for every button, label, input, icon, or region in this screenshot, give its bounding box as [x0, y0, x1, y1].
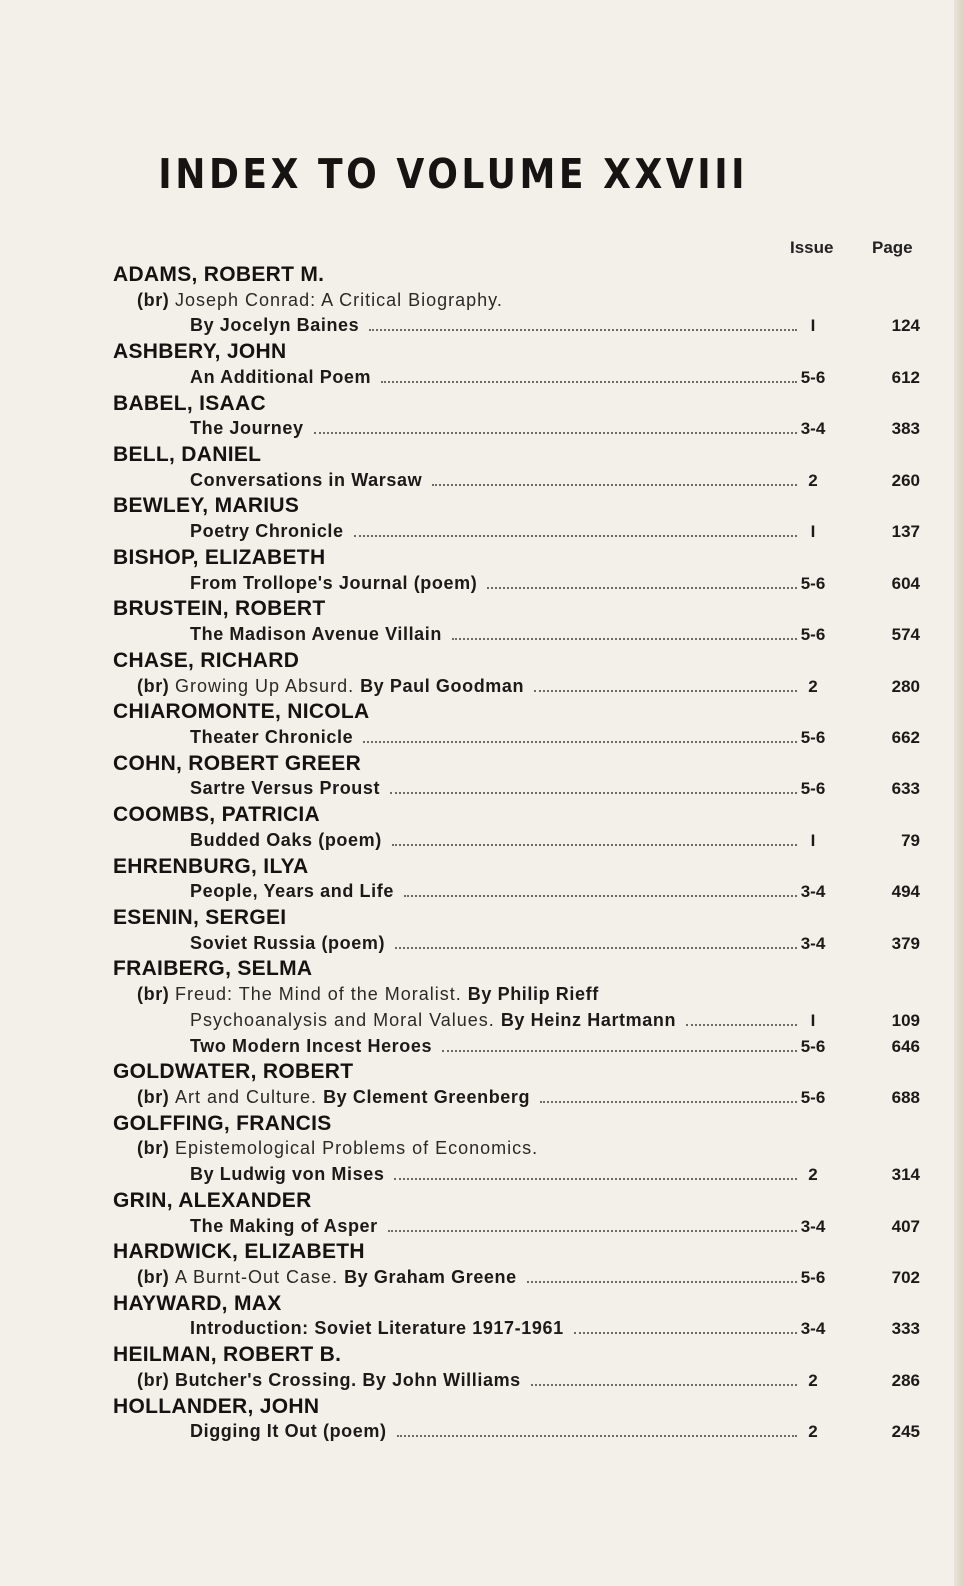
index-author-line [0, 648, 964, 674]
issue-number: I [810, 316, 816, 336]
index-entries [0, 262, 964, 1445]
issue-number: 5-6 [800, 625, 826, 645]
author-name: EHRENBURG, ILYA [113, 854, 309, 878]
index-work-line [0, 982, 964, 1008]
page-number: 646 [891, 1036, 920, 1056]
work-text: Budded Oaks (poem) [190, 829, 382, 850]
dot-leader [531, 1384, 797, 1386]
book-review-marker: (br) [137, 1369, 175, 1390]
work-text: By Clement Greenberg [323, 1087, 531, 1107]
work-text: Theater Chronicle [190, 726, 354, 747]
work-title [190, 468, 422, 494]
issue-number: 2 [808, 470, 818, 490]
work-text: The Journey [190, 418, 304, 439]
author-name: BISHOP, ELIZABETH [113, 545, 326, 569]
page-number: 286 [891, 1370, 920, 1390]
work-title [190, 1034, 432, 1060]
issue-number: 2 [808, 676, 818, 696]
book-review-marker: (br) [137, 289, 175, 310]
book-review-marker: (br) [137, 1138, 175, 1159]
work-title [137, 982, 599, 1008]
work-title [190, 931, 385, 957]
work-title [137, 1368, 521, 1394]
author-name: CHIAROMONTE, NICOLA [113, 700, 370, 724]
work-title [137, 288, 503, 314]
index-work-line [0, 571, 964, 597]
index-work-line [0, 776, 964, 802]
work-text: By Heinz Hartmann [500, 1009, 677, 1030]
index-author-line [0, 854, 964, 880]
issue-number: 5-6 [800, 573, 826, 593]
index-work-line [0, 288, 964, 314]
work-title [190, 622, 442, 648]
dot-leader [432, 484, 797, 486]
work-title [190, 1419, 387, 1445]
work-text: Joseph Conrad: A Critical Biography. [175, 289, 503, 310]
author-name: BABEL, ISAAC [113, 391, 266, 415]
index-author-line [0, 442, 964, 468]
issue-column-header: Issue [790, 238, 834, 257]
page-number: 688 [891, 1088, 920, 1107]
work-text: By Graham Greene [344, 1267, 517, 1288]
page-number: 407 [891, 1216, 920, 1236]
work-title [190, 828, 382, 854]
index-author-line [0, 802, 964, 828]
issue-number: 3-4 [800, 933, 826, 953]
work-title [190, 1162, 384, 1188]
author-name: CHASE, RICHARD [113, 648, 300, 672]
page-number: 612 [891, 367, 920, 387]
issue-number: 2 [808, 1422, 818, 1442]
issue-number: 5-6 [800, 1088, 826, 1107]
work-text: Freud: The Mind of the Moralist. [175, 984, 468, 1005]
issue-number: I [810, 830, 816, 850]
work-title [190, 1316, 564, 1342]
index-author-line [0, 1111, 964, 1137]
index-author-line [0, 545, 964, 571]
work-text: Conversations in Warsaw [190, 469, 423, 490]
work-text: By Philip Rieff [467, 984, 599, 1005]
author-name: HARDWICK, ELIZABETH [113, 1240, 365, 1264]
work-text: A Burnt-Out Case. [175, 1267, 345, 1288]
dot-leader [540, 1101, 797, 1103]
work-text: By John Williams [362, 1369, 521, 1390]
index-author-line [0, 956, 964, 982]
author-name: COHN, ROBERT GREER [113, 751, 362, 775]
work-text: Poetry Chronicle [190, 521, 344, 542]
dot-leader [381, 381, 797, 383]
dot-leader [314, 432, 797, 434]
index-work-line [0, 1316, 964, 1342]
dot-leader [363, 741, 797, 743]
work-text: Digging It Out (poem) [190, 1421, 387, 1442]
work-text: Introduction: Soviet Literature 1917-1961 [190, 1318, 564, 1339]
index-author-line [0, 391, 964, 417]
issue-number: 5-6 [800, 1268, 826, 1288]
work-text: The Making of Asper [190, 1215, 378, 1236]
dot-leader [390, 792, 797, 794]
dot-leader [354, 535, 797, 537]
dot-leader [394, 1178, 797, 1180]
page-number: 124 [891, 316, 920, 336]
index-author-line [0, 905, 964, 931]
work-title [137, 1136, 538, 1162]
dot-leader [369, 329, 797, 331]
index-work-line [0, 1136, 964, 1162]
index-work-line [0, 365, 964, 391]
author-name: GOLDWATER, ROBERT [113, 1060, 354, 1084]
dot-leader [574, 1332, 797, 1334]
work-title [190, 519, 344, 545]
issue-number: 3-4 [800, 419, 826, 439]
work-title [190, 365, 371, 391]
page-number: 574 [891, 625, 920, 645]
work-text: From Trollope's Journal (poem) [190, 572, 478, 593]
index-work-line [0, 1008, 964, 1034]
index-work-line [0, 416, 964, 442]
index-work-line [0, 1214, 964, 1240]
page-number: 662 [891, 727, 920, 747]
author-name: GOLFFING, FRANCIS [113, 1111, 332, 1135]
index-author-line [0, 262, 964, 288]
dot-leader [452, 638, 797, 640]
work-title [190, 1008, 676, 1034]
dot-leader [392, 844, 797, 846]
author-name: BELL, DANIEL [113, 443, 262, 467]
dot-leader [527, 1281, 797, 1283]
index-author-line [0, 1239, 964, 1265]
index-author-line [0, 1394, 964, 1420]
issue-number: 3-4 [800, 1216, 826, 1236]
page-number: 280 [891, 676, 920, 696]
dot-leader [388, 1230, 797, 1232]
index-author-line [0, 1291, 964, 1317]
issue-number: 5-6 [800, 367, 826, 387]
work-text: Epistemological Problems of Economics. [175, 1138, 539, 1159]
dot-leader [534, 690, 797, 692]
author-name: GRIN, ALEXANDER [113, 1188, 312, 1212]
index-work-line [0, 519, 964, 545]
work-title [137, 674, 524, 700]
dot-leader [395, 947, 797, 949]
work-text: An Additional Poem [190, 366, 372, 387]
work-title [190, 879, 394, 905]
page-number: 604 [891, 573, 920, 593]
issue-number: 5-6 [800, 727, 826, 747]
issue-number: 5-6 [800, 779, 826, 799]
index-work-line [0, 468, 964, 494]
page-title: INDEX TO VOLUME XXVIII [158, 150, 749, 198]
work-title [190, 776, 380, 802]
book-review-marker: (br) [137, 984, 175, 1005]
page-number: 383 [891, 419, 920, 439]
page-number: 314 [891, 1165, 920, 1185]
issue-number: 2 [808, 1165, 818, 1185]
issue-number: 3-4 [800, 882, 826, 902]
page-number: 245 [891, 1422, 920, 1442]
dot-leader [397, 1435, 797, 1437]
author-name: HAYWARD, MAX [113, 1291, 282, 1315]
page-number: 137 [891, 522, 920, 542]
index-work-line [0, 879, 964, 905]
work-text: Growing Up Absurd. [175, 675, 361, 696]
book-review-marker: (br) [137, 1087, 175, 1107]
index-work-line [0, 1368, 964, 1394]
work-text: By Jocelyn Baines [190, 315, 360, 336]
work-text: The Madison Avenue Villain [190, 624, 442, 645]
index-author-line [0, 699, 964, 725]
page-number: 633 [891, 779, 920, 799]
author-name: ASHBERY, JOHN [113, 340, 287, 364]
work-title [190, 416, 304, 442]
issue-number: I [810, 1010, 816, 1030]
issue-number: 5-6 [800, 1036, 826, 1056]
book-review-marker: (br) [137, 1267, 175, 1288]
index-work-line [0, 1034, 964, 1060]
index-work-line [0, 1265, 964, 1291]
issue-number: 3-4 [800, 1319, 826, 1339]
work-text: Art and Culture. [175, 1087, 324, 1107]
index-work-line [0, 828, 964, 854]
dot-leader [404, 895, 797, 897]
author-name: ESENIN, SERGEI [113, 905, 287, 929]
work-title [190, 313, 359, 339]
author-name: FRAIBERG, SELMA [113, 957, 313, 981]
work-text: Butcher's Crossing. [175, 1369, 363, 1390]
index-work-line [0, 1162, 964, 1188]
page-number: 702 [891, 1268, 920, 1288]
book-review-marker: (br) [137, 675, 175, 696]
index-work-line [0, 1419, 964, 1445]
index-work-line [0, 725, 964, 751]
issue-number: I [810, 522, 816, 542]
page-number: 79 [901, 830, 920, 850]
work-title [190, 571, 477, 597]
work-text: By Paul Goodman [360, 675, 525, 696]
work-title [190, 1214, 378, 1240]
issue-number: 2 [808, 1370, 818, 1390]
dot-leader [686, 1024, 797, 1026]
author-name: BRUSTEIN, ROBERT [113, 597, 326, 621]
work-text: Sartre Versus Proust [190, 778, 381, 799]
author-name: HOLLANDER, JOHN [113, 1394, 320, 1418]
author-name: COOMBS, PATRICIA [113, 803, 321, 827]
work-title [137, 1085, 530, 1111]
index-author-line [0, 493, 964, 519]
work-title [137, 1265, 517, 1291]
index-author-line [0, 1188, 964, 1214]
index-work-line [0, 1085, 964, 1111]
index-author-line [0, 339, 964, 365]
index-work-line [0, 622, 964, 648]
work-text: Two Modern Incest Heroes [190, 1035, 433, 1056]
page-number: 260 [891, 470, 920, 490]
page-column-header: Page [872, 238, 913, 257]
page-number: 109 [891, 1010, 920, 1030]
index-author-line [0, 1059, 964, 1085]
index-author-line [0, 596, 964, 622]
index-author-line [0, 751, 964, 777]
dot-leader [442, 1050, 797, 1052]
index-work-line [0, 674, 964, 700]
work-text: People, Years and Life [190, 881, 394, 902]
author-name: HEILMAN, ROBERT B. [113, 1343, 342, 1367]
index-work-line [0, 931, 964, 957]
index-work-line [0, 313, 964, 339]
index-author-line [0, 1342, 964, 1368]
work-text: Psychoanalysis and Moral Values. [190, 1009, 501, 1030]
author-name: BEWLEY, MARIUS [113, 494, 300, 518]
work-title [190, 725, 353, 751]
dot-leader [487, 587, 797, 589]
author-name: ADAMS, ROBERT M. [113, 263, 325, 286]
work-text: By Ludwig von Mises [190, 1164, 385, 1185]
page-number: 379 [891, 933, 920, 953]
page-edge [954, 0, 964, 1586]
page-number: 494 [891, 882, 920, 902]
work-text: Soviet Russia (poem) [190, 932, 386, 953]
page-number: 333 [891, 1319, 920, 1339]
